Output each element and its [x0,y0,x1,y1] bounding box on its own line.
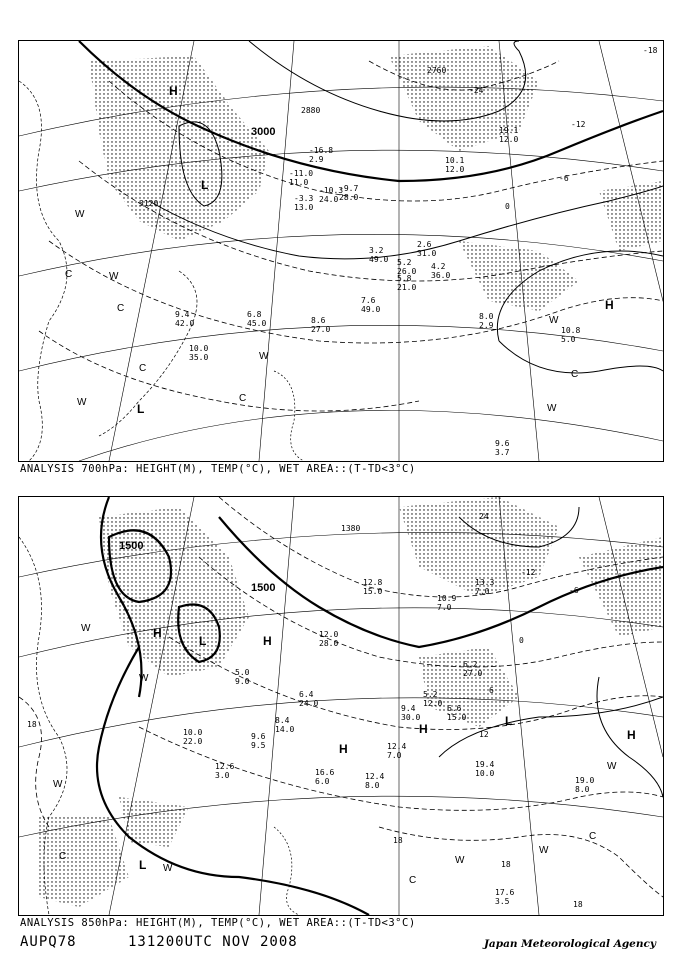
graticule-line [599,41,663,301]
station-temp: 5.8 [397,274,412,283]
station-temp: 6.8 [247,310,262,319]
station-dewpoint-depression: 3.5 [495,897,510,906]
isotherm-label: 0 [519,636,524,645]
station-temp: 10.8 [561,326,581,335]
low-pressure-center: L [505,714,513,728]
station-dewpoint-depression: 12.0 [423,699,443,708]
isotherm-label: 6 [489,686,494,695]
station-temp: 19.4 [475,760,495,769]
station-temp: 12.8 [363,578,383,587]
station-dewpoint-depression: 9.5 [251,741,266,750]
station-temp: -16.8 [309,146,334,155]
station-dewpoint-depression: 12.0 [499,135,519,144]
wet-area-stipple [39,817,129,907]
wet-area-stipple [119,797,189,847]
station-temp: 6.2 [463,660,478,669]
contour-label: 1500 [251,582,276,594]
wet-marker: W [607,761,617,772]
station-dewpoint-depression: 28.0 [339,193,359,202]
wet-marker: W [77,397,87,408]
cold-marker: C [59,851,67,862]
station-dewpoint-depression: 13.0 [294,203,314,212]
wet-marker: W [547,403,557,414]
station-dewpoint-depression: 7.0 [437,603,452,612]
station-temp: 10.9 [437,594,457,603]
station-dewpoint-depression: 2.9 [479,321,494,330]
station-dewpoint-depression: 15.0 [363,587,383,596]
station-dewpoint-depression: 2.9 [309,155,324,164]
wet-marker: W [163,863,173,874]
station-dewpoint-depression: 45.0 [247,319,267,328]
station-dewpoint-depression: 27.0 [463,669,483,678]
station-temp: 2.6 [417,240,432,249]
station-temp: -9.7 [339,184,359,193]
panel-caption-850hpa: ANALYSIS 850hPa: HEIGHT(M), TEMP(°C), WET AREA::(T-TD<3°C) [20,917,416,929]
station-dewpoint-depression: 35.0 [189,353,209,362]
station-dewpoint-depression: 15.0 [447,713,467,722]
station-dewpoint-depression: 9.0 [235,677,250,686]
station-dewpoint-depression: 28.0 [319,639,339,648]
wet-area-stipple [89,56,269,241]
station-temp: 10.0 [183,728,203,737]
station-dewpoint-depression: 24.0 [319,195,339,204]
contour-label: 2760 [427,66,447,75]
valid-time: 131200UTC NOV 2008 [128,934,298,950]
wet-area-stipple [599,181,663,251]
station-temp: 4.2 [431,262,446,271]
station-temp: 19.0 [575,776,595,785]
station-temp: 13.3 [475,578,495,587]
station-dewpoint-depression: 21.0 [397,283,417,292]
isotherm-label: -12 [521,568,536,577]
station-temp: 6.6 [447,704,462,713]
map-850hpa-svg [19,497,663,915]
high-pressure-center: H [153,626,162,640]
isotherm-label: 18 [27,720,37,729]
graticule-line [19,698,663,747]
station-temp: 10.1 [445,156,465,165]
map-panel-700hpa [18,40,664,462]
station-dewpoint-depression: 14.0 [275,725,295,734]
station-dewpoint-depression: 27.0 [311,325,331,334]
contour-label: 1500 [119,540,144,552]
isotherm-label: 18 [393,836,403,845]
wet-marker: W [539,845,549,856]
map-700hpa-svg [19,41,663,461]
station-dewpoint-depression: 49.0 [361,305,381,314]
contour-label: 3000 [251,126,276,138]
wet-area-stipple [419,647,519,727]
wet-marker: W [109,271,119,282]
station-temp: 9.4 [175,310,190,319]
station-temp: 9.6 [251,732,266,741]
station-observations [183,578,597,906]
station-temp: -11.0 [289,169,314,178]
agency-credit: Japan Meteorological Agency [483,938,656,950]
isotherm-label: -12 [571,120,586,129]
wet-marker: W [259,351,269,362]
isotherm-label: 12 [479,730,489,739]
wet-marker: W [139,673,149,684]
station-dewpoint-depression: 10.0 [475,769,495,778]
station-temp: 19.1 [499,126,519,135]
high-pressure-center: H [605,298,614,312]
graticule-line [19,796,663,837]
station-temp: 3.2 [369,246,384,255]
station-dewpoint-depression: 31.0 [417,249,437,258]
station-dewpoint-depression: 49.0 [369,255,389,264]
low-pressure-center: L [139,858,147,872]
station-dewpoint-depression: 8.0 [365,781,380,790]
contour-label: 1380 [341,524,361,533]
station-dewpoint-depression: 22.0 [183,737,203,746]
graticule-line [19,234,663,276]
cold-marker: C [571,369,579,380]
isotherm-label: -6 [559,174,569,183]
station-temp: 9.6 [495,439,510,448]
map-panel-850hpa [18,496,664,916]
low-pressure-center: L [137,402,145,416]
coastline [274,371,304,461]
station-dewpoint-depression: 8.0 [575,785,590,794]
contour-label: 3120 [139,199,159,208]
station-temp: 8.0 [479,312,494,321]
station-dewpoint-depression: 7.0 [387,751,402,760]
cold-marker: C [409,875,417,886]
high-pressure-center: H [627,728,636,742]
station-dewpoint-depression: 42.0 [175,319,195,328]
station-temp: 8.6 [311,316,326,325]
graticule-line [259,497,294,915]
station-temp: 5.2 [423,690,438,699]
station-dewpoint-depression: 6.0 [315,777,330,786]
isotherm [39,331,419,411]
isotherm-label: -24 [469,86,484,95]
station-temp: 7.6 [361,296,376,305]
chart-identifier: AUPQ78 [20,934,77,950]
station-dewpoint-depression: 11.0 [289,178,309,187]
station-temp: 5.2 [397,258,412,267]
station-dewpoint-depression: 3.7 [495,448,510,457]
wet-marker: W [81,623,91,634]
station-dewpoint-depression: 36.0 [431,271,451,280]
station-temp: 12.0 [319,630,339,639]
cold-marker: C [239,393,247,404]
wet-marker: W [549,315,559,326]
station-temp: 12.6 [215,762,235,771]
wet-marker: W [53,779,63,790]
station-dewpoint-depression: 24.0 [299,699,319,708]
isotherm-label: 24 [479,512,489,521]
station-dewpoint-depression: 26.0 [397,267,417,276]
low-pressure-center: L [199,634,207,648]
isotherm [19,697,49,827]
station-temp: 10.0 [189,344,209,353]
isotherm-label: -18 [643,46,658,55]
isotherm-label: -6 [569,586,579,595]
station-dewpoint-depression: 5.0 [561,335,576,344]
station-temp: 9.4 [401,704,416,713]
station-temp: 6.4 [299,690,314,699]
coastline [19,81,67,461]
high-pressure-center: H [339,742,348,756]
wet-marker: W [455,855,465,866]
graticule-line [19,608,663,657]
isotherm-label: 18 [501,860,511,869]
contour-label: 2880 [301,106,321,115]
high-pressure-center: H [419,722,428,736]
high-pressure-center: H [169,84,178,98]
panel-caption-700hpa: ANALYSIS 700hPa: HEIGHT(M), TEMP(°C), WET AREA::(T-TD<3°C) [20,463,416,475]
isotherm-label: 18 [573,900,583,909]
station-dewpoint-depression: 12.0 [445,165,465,174]
high-pressure-center: H [263,634,272,648]
cold-marker: C [139,363,147,374]
station-dewpoint-depression: 30.0 [401,713,421,722]
coastline [274,827,299,915]
station-temp: 12.4 [365,772,385,781]
height-contour [499,341,663,373]
graticule-line [79,410,663,461]
wet-marker: W [75,209,85,220]
cold-marker: C [117,303,125,314]
isotherm-label: 0 [505,202,510,211]
station-temp: -10.3 [319,186,344,195]
cold-marker: C [589,831,597,842]
station-temp: 12.4 [387,742,407,751]
isotherm [379,827,663,897]
cold-marker: C [65,269,73,280]
station-temp: 8.4 [275,716,290,725]
station-temp: 17.6 [495,888,515,897]
station-dewpoint-depression: 7.0 [475,587,490,596]
station-temp: -3.3 [294,194,314,203]
low-pressure-center: L [201,178,209,192]
coastline [99,271,197,436]
station-temp: 16.6 [315,768,335,777]
station-temp: 5.0 [235,668,250,677]
station-dewpoint-depression: 3.0 [215,771,230,780]
